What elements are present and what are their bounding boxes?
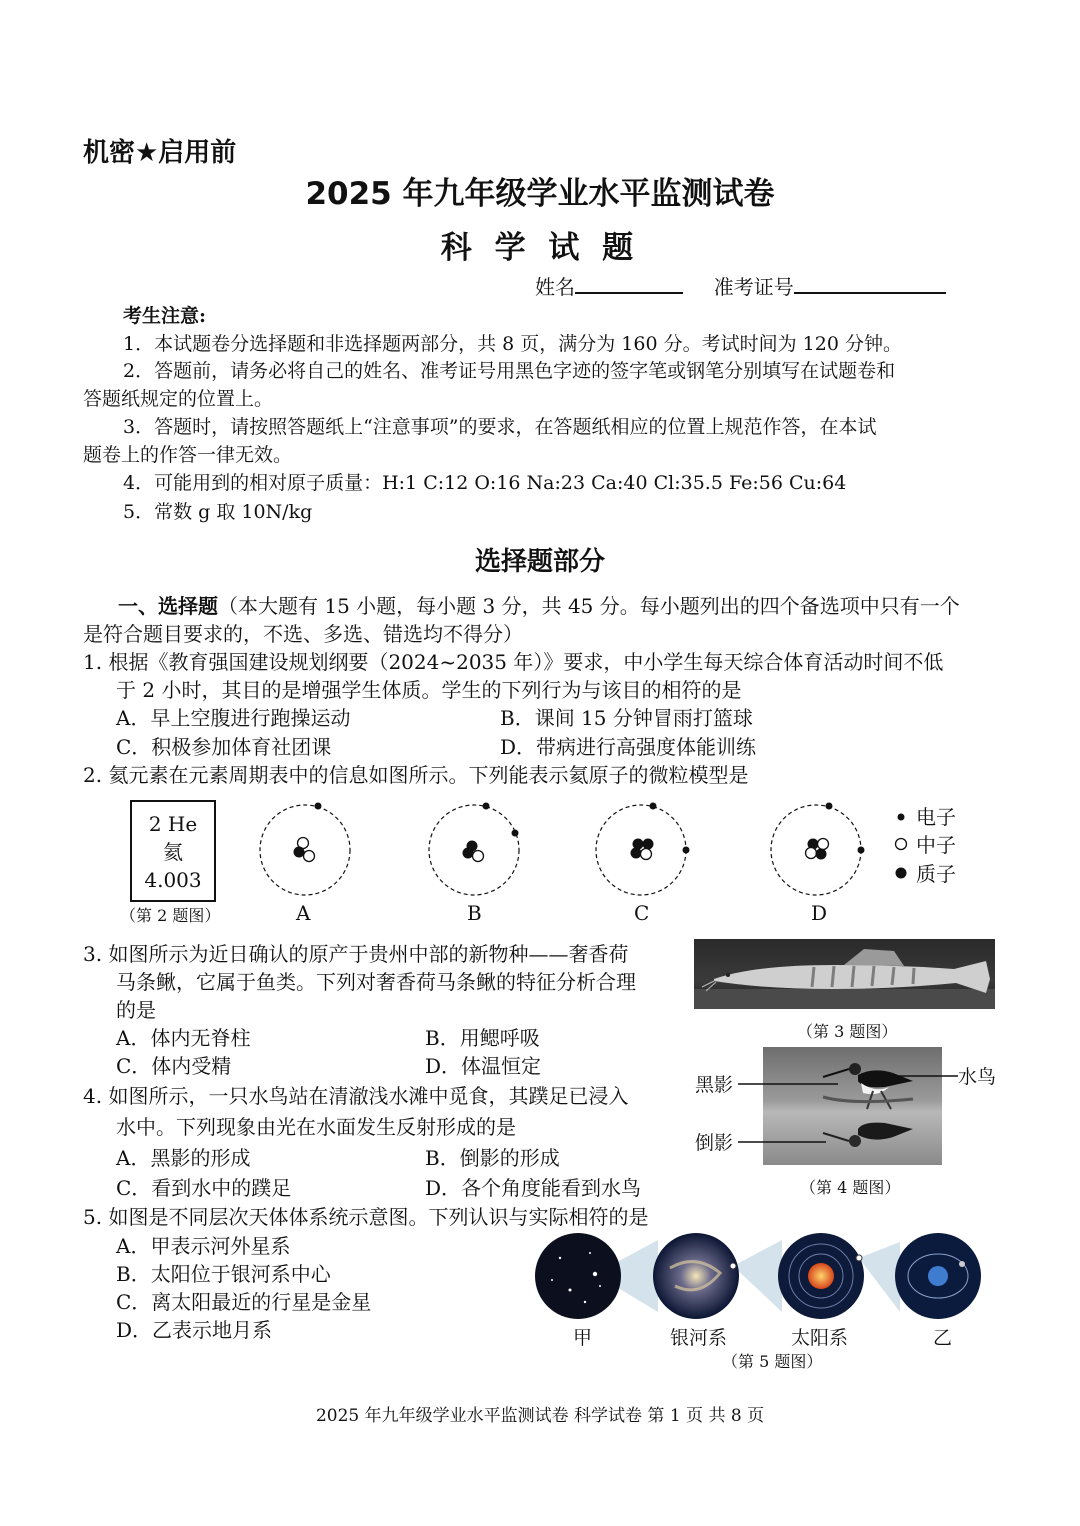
electron-legend-icon [898, 814, 905, 821]
name-blank [575, 272, 683, 294]
notice-heading: 考生注意: [123, 305, 207, 327]
q2-caption: （第 2 题图） [120, 906, 221, 925]
solar-system-circle [778, 1233, 864, 1319]
atom-models [250, 796, 890, 900]
part1-desc: （本大题有 15 小题，每小题 3 分，共 45 分。每小题列出的四个备选项中只有一个 [218, 594, 960, 618]
cell-mass: 4.003 [144, 868, 202, 892]
label-jia: 甲 [573, 1327, 593, 1349]
q3-stem-cont2: 的是 [116, 998, 156, 1022]
cell-name: 氦 [163, 840, 183, 864]
q3-option-b: B．用鳃呼吸 [425, 1026, 540, 1050]
subject-title: 科 学 试 题 [440, 230, 640, 266]
notice-item-2-cont: 答题纸规定的位置上。 [83, 388, 274, 410]
jia-circle [535, 1233, 621, 1319]
id-blank [794, 272, 946, 294]
atom-model-b [429, 803, 519, 896]
name-label: 姓名 [535, 275, 575, 299]
part1-desc-cont: 是符合题目要求的，不选、多选、错选均不得分） [83, 622, 523, 646]
q5-caption: （第 5 题图） [722, 1352, 823, 1371]
q4-caption: （第 4 题图） [800, 1178, 901, 1197]
candidate-info [535, 272, 946, 301]
atom-model-a [260, 803, 350, 896]
exam-title: 2025 年九年级学业水平监测试卷 [305, 176, 775, 212]
q5-stem: 5. 如图是不同层次天体体系统示意图。下列认识与实际相符的是 [83, 1205, 649, 1229]
celestial-systems-diagram [530, 1228, 985, 1324]
part1-label: 一、选择题 [118, 594, 218, 618]
q3-option-d: D．体温恒定 [425, 1054, 542, 1078]
notice-item-3: 3．答题时，请按照答题纸上“注意事项”的要求，在答题纸相应的位置上规范作答，在本试 [123, 416, 877, 438]
label-reflection: 倒影 [695, 1132, 734, 1154]
q1-option-a: A．早上空腹进行跑操运动 [116, 706, 351, 730]
q5-option-c: C．离太阳最近的行星是金星 [116, 1290, 372, 1314]
milky-way-circle [653, 1233, 739, 1319]
neutron-legend-icon [896, 839, 907, 850]
q2-stem: 2. 氦元素在元素周期表中的信息如图所示。下列能表示氦原子的微粒模型是 [83, 763, 749, 787]
label-solar-system: 太阳系 [791, 1327, 849, 1349]
q1-stem: 1. 根据《教育强国建设规划纲要（2024~2035 年）》要求，中小学生每天综合体育活动时间不低 [83, 650, 944, 674]
cell-symbol: 2 He [148, 812, 198, 836]
q3-caption: （第 3 题图） [797, 1022, 898, 1041]
atom-label-c: C [634, 901, 650, 925]
notice-item-4: 4．可能用到的相对原子质量：H:1 C:12 O:16 Na:23 Ca:40 Cl:35.5 Fe:56 Cu:64 [123, 472, 847, 494]
q5-option-d: D．乙表示地月系 [116, 1318, 273, 1342]
atom-model-d [771, 803, 865, 896]
legend-proton: 质子 [916, 862, 956, 886]
atom-label-d: D [811, 901, 828, 925]
page-footer: 2025 年九年级学业水平监测试卷 科学试卷 第 1 页 共 8 页 [315, 1406, 765, 1426]
legend-markers [892, 808, 912, 888]
id-label: 准考证号 [713, 275, 794, 299]
part1-intro [118, 592, 960, 620]
notice-item-5: 5．常数 g 取 10N/kg [123, 501, 313, 523]
q4-option-a: A．黑影的形成 [116, 1146, 251, 1170]
notice-item-3-cont: 题卷上的作答一律无效。 [83, 444, 293, 466]
q4-option-d: D．各个角度能看到水鸟 [425, 1176, 642, 1200]
q4-option-c: C．看到水中的蹼足 [116, 1176, 292, 1200]
q3-stem-cont1: 马条鳅，它属于鱼类。下列对奢香荷马条鳅的特征分析合理 [116, 970, 636, 994]
confidential-mark: 机密★启用前 [83, 138, 237, 168]
atom-label-a: A [296, 901, 311, 925]
q4-stem-cont: 水中。下列现象由光在水面发生反射形成的是 [116, 1115, 516, 1139]
q1-option-b: B．课间 15 分钟冒雨打篮球 [500, 706, 753, 730]
q4-stem: 4. 如图所示，一只水鸟站在清澈浅水滩中觅食，其蹼足已浸入 [83, 1084, 629, 1108]
q1-stem-cont: 于 2 小时，其目的是增强学生体质。学生的下列行为与该目的相符的是 [116, 678, 742, 702]
legend-neutron: 中子 [916, 833, 956, 857]
q5-option-b: B．太阳位于银河系中心 [116, 1262, 331, 1286]
q1-option-c: C．积极参加体育社团课 [116, 735, 332, 759]
q1-option-d: D．带病进行高强度体能训练 [500, 735, 757, 759]
q4-option-b: B．倒影的形成 [425, 1146, 560, 1170]
notice-item-1: 1．本试题卷分选择题和非选择题两部分，共 8 页，满分为 160 分。考试时间为 120 分钟。 [123, 333, 902, 355]
label-yi: 乙 [933, 1327, 953, 1349]
q3-option-c: C．体内受精 [116, 1054, 232, 1078]
label-milky-way: 银河系 [670, 1327, 728, 1349]
q5-option-a: A．甲表示河外星系 [116, 1234, 291, 1258]
q3-stem: 3. 如图所示为近日确认的原产于贵州中部的新物种——奢香荷 [83, 942, 629, 966]
section-title: 选择题部分 [474, 547, 605, 577]
q3-option-a: A．体内无脊柱 [116, 1026, 251, 1050]
legend-electron: 电子 [916, 805, 956, 829]
proton-legend-icon [896, 868, 907, 879]
label-waterbird: 水鸟 [958, 1066, 997, 1088]
notice-item-2: 2．答题前，请务必将自己的姓名、准考证号用黑色字迹的签字笔或钢笔分别填写在试题卷和 [123, 360, 896, 382]
yi-circle [895, 1233, 981, 1319]
label-shadow: 黑影 [695, 1074, 734, 1096]
fish-photo [694, 939, 995, 1009]
q4-pointer-lines [738, 1060, 963, 1160]
periodic-cell [130, 800, 216, 902]
atom-label-b: B [467, 901, 482, 925]
atom-model-c [596, 803, 690, 896]
